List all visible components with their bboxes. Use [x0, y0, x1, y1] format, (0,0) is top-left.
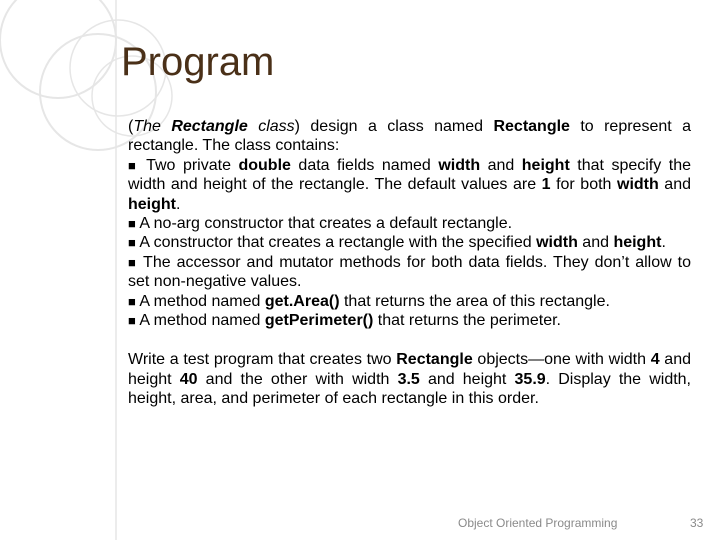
spacer [128, 330, 691, 350]
slide-body [128, 117, 691, 409]
list-item: ■ A method named getPerimeter() that returns the perimeter. [128, 312, 561, 330]
square-bullet-icon: ■ [128, 235, 136, 251]
list-item: ■ A constructor that creates a rectangle with the specified width and height. [128, 234, 666, 252]
square-bullet-icon: ■ [128, 313, 136, 329]
square-bullet-icon: ■ [128, 216, 136, 232]
list-item: ■ A method named get.Area() that returns the area of this rectangle. [128, 292, 610, 310]
square-bullet-icon: ■ [128, 254, 138, 270]
square-bullet-icon: ■ [128, 293, 136, 309]
list-item: ■ The accessor and mutator methods for both data fields. They don’t allow to set non-negative values. [128, 253, 691, 291]
list-item: ■ Two private double data fields named width and height that specify the width and height of the rectangle. The default values are 1 for both width and height. [128, 156, 692, 213]
square-bullet-icon: ■ [128, 157, 139, 173]
list-item: ■ A no-arg constructor that creates a default rectangle. [128, 215, 513, 233]
task-paragraph: Write a test program that creates two Rectangle objects—one with width 4 and height 40 and the other with width 3.5 and height 35.9. Display the width, height, area, and perimeter of each rectangle in this order. [128, 351, 692, 408]
footer-title: Object Oriented Programming [458, 516, 618, 530]
slide-title: Program [121, 40, 275, 84]
page-number: 33 [690, 516, 704, 530]
intro-paragraph: (The Rectangle class) design a class named Rectangle to represent a rectangle. The class contains: [128, 118, 692, 155]
